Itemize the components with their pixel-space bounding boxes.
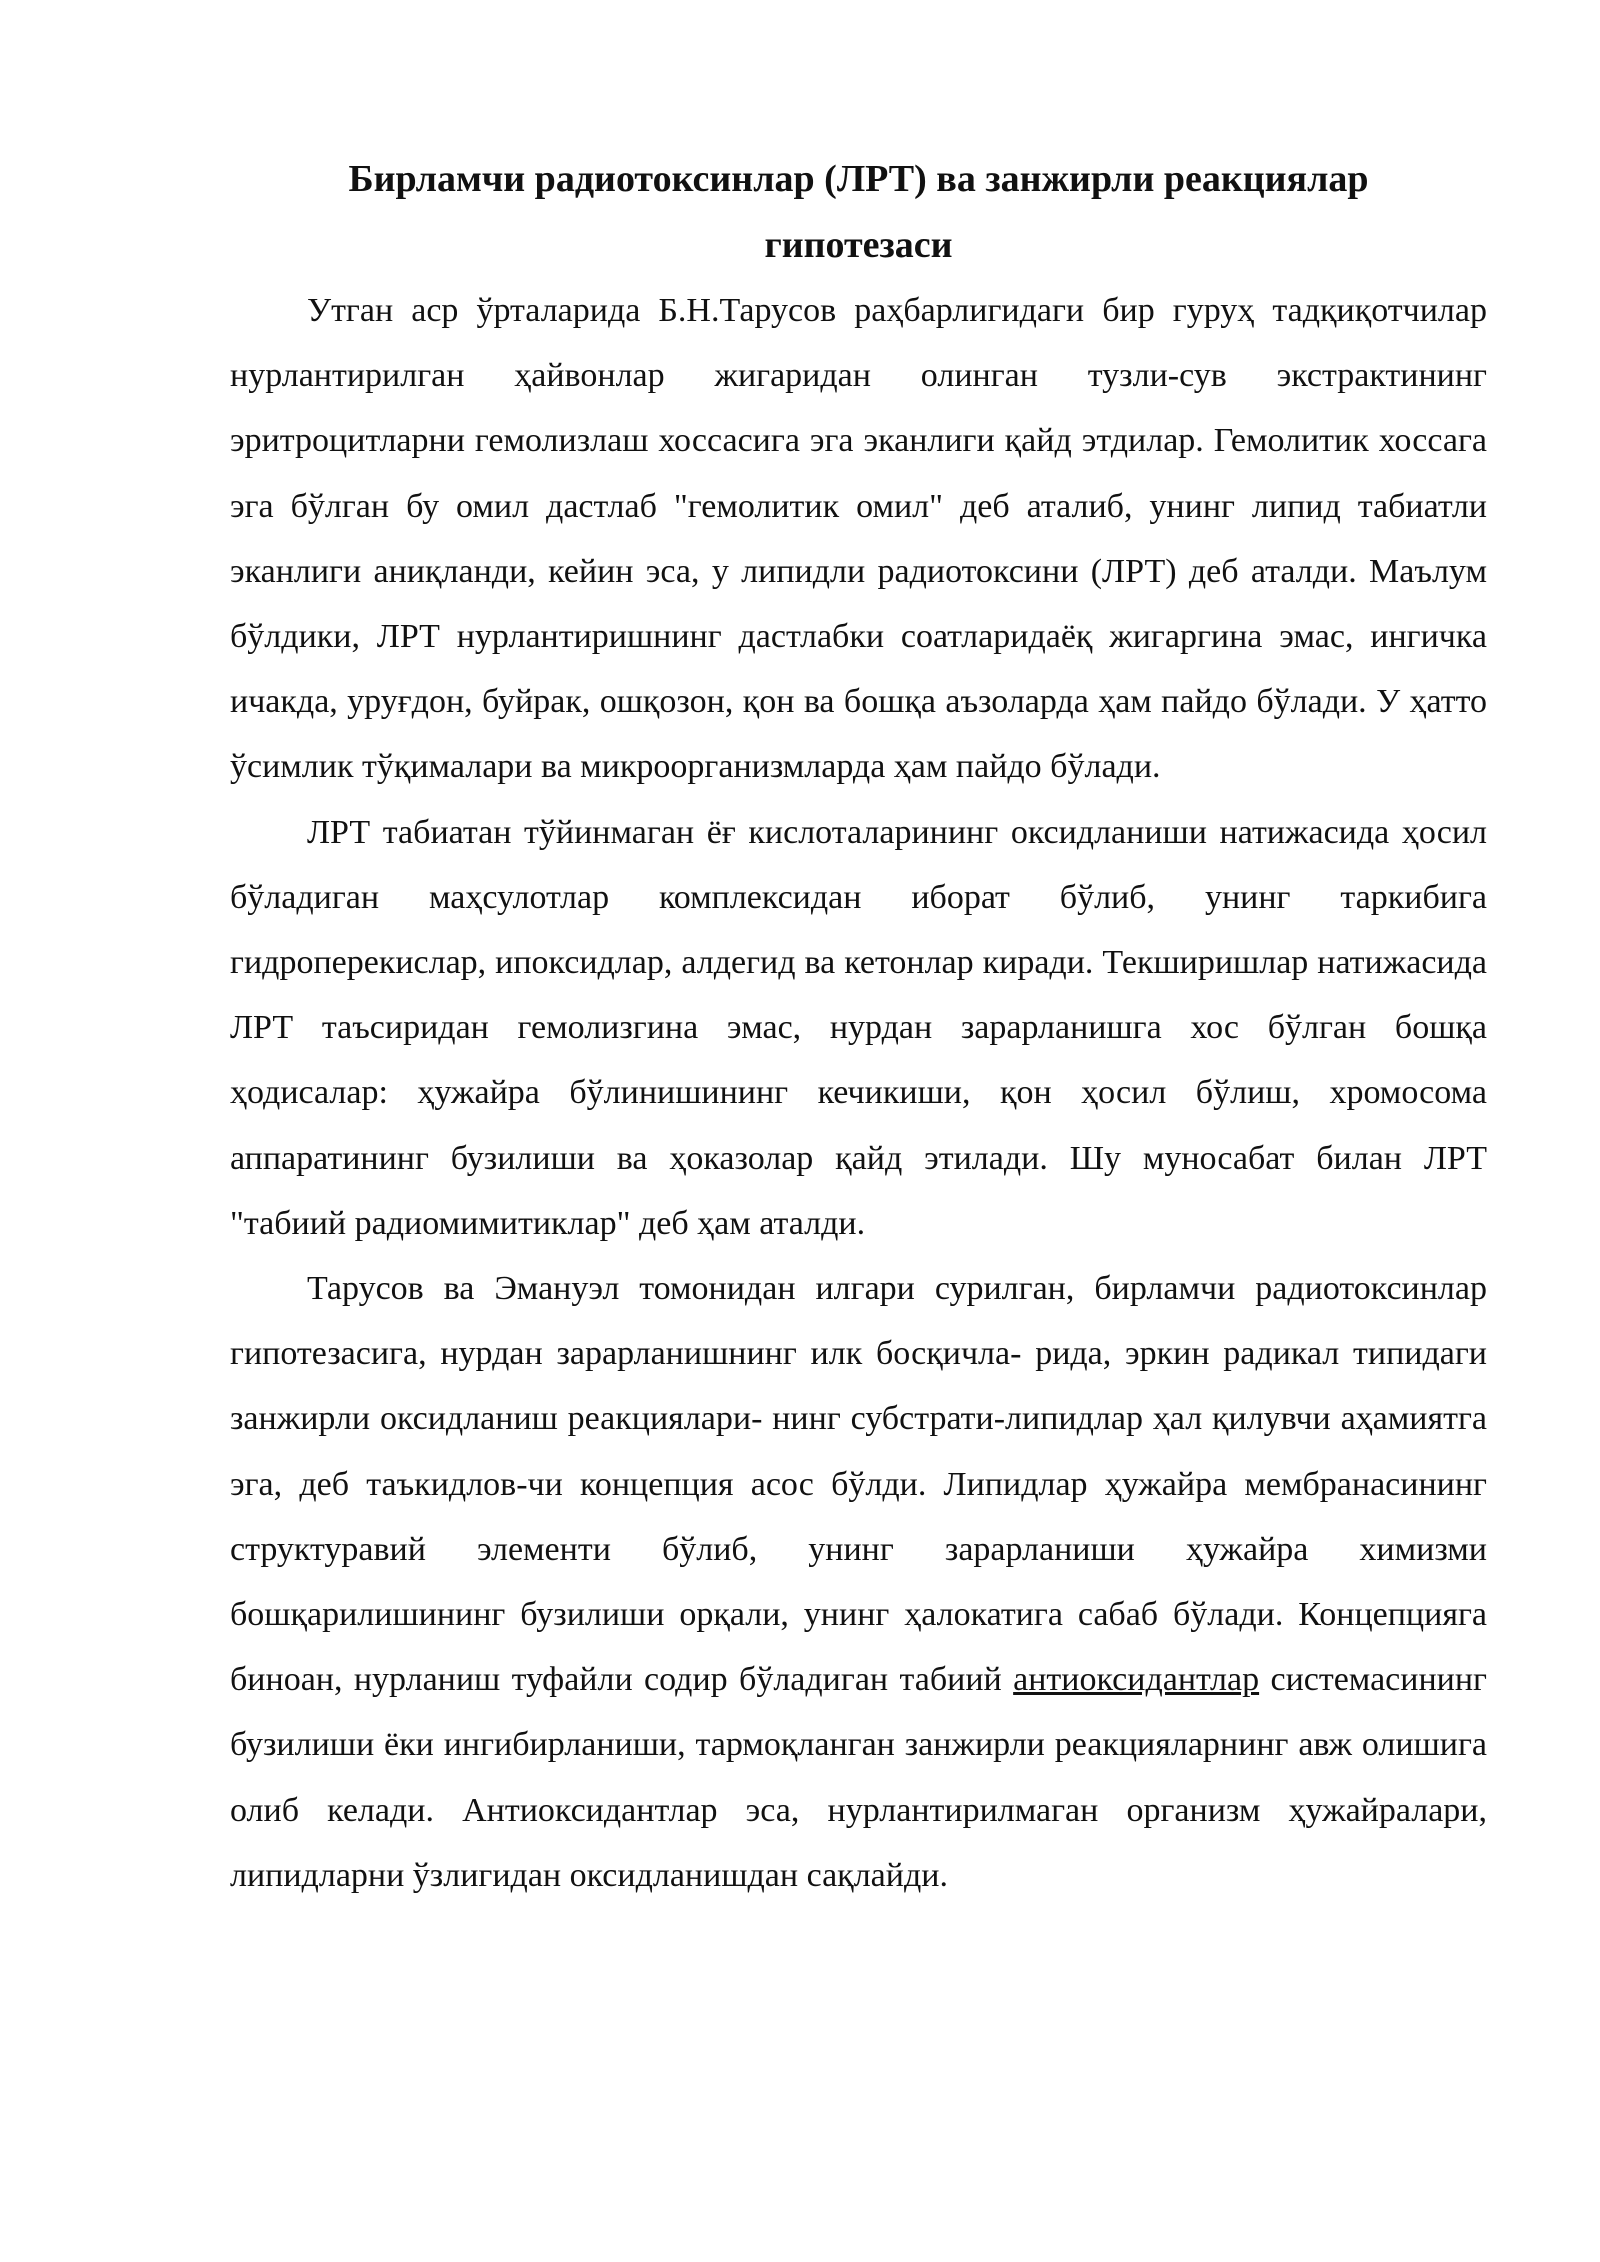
paragraph-3	[230, 1256, 1487, 1908]
title-line-1: Бирламчи радиотоксинлар (ЛРТ) ва занжирли реакциялар	[348, 158, 1369, 200]
paragraph-2: ЛРТ табиатан тўйинмаган ёғ кислоталарининг оксидланиши натижасида ҳосил бўладиган маҳсулотлар комплексидан иборат бўлиб, унинг таркибига гидроперекислар, ипоксидлар, алдегид ва кетонлар киради. Текширишлар натижасида ЛРТ таъсиридан гемолизгина эмас, нурдан зарарланишга хос бўлган бошқа ҳодисалар: ҳужайра бўлинишининг кечикиши, қон ҳосил бўлиш, хромосома аппаратининг бузилиши ва ҳоказолар қайд этилади. Шу муносабат билан ЛРТ "табиий радиомимитиклар" деб ҳам аталди.	[230, 813, 1487, 1242]
antioxidants-link[interactable]: антиоксидантлар	[1013, 1661, 1260, 1699]
document-title	[230, 146, 1487, 278]
paragraph-3-text-before-link: Тарусов ва Эмануэл томонидан илгари сурилган, бирламчи радиотоксинлар гипотезасига, нурдан зарарланишнинг илк босқичла- рида, эркин радикал типидаги занжирли оксидланиш реакциялари- нинг субстрати-липидлар ҳал қилувчи аҳамиятга эга, деб таъкидлов-чи концепция асос бўлди. Липидлар ҳужайра мембранасининг структуравий элементи бўлиб, унинг зарарланиши ҳужайра химизми бошқарилишининг бузилиши орқали, унинг ҳалокатига сабаб бўлади. Концепцияга биноан, нурланиш туфайли содир бўладиган табиий	[230, 1270, 1487, 1699]
title-line-2: гипотезаси	[764, 224, 953, 266]
paragraph-3-text-after-link: системасининг бузилиши ёки ингибирланиши, тармоқланган занжирли реакцияларнинг авж олишига олиб келади. Антиоксидантлар эса, нурлантирилмаган организм ҳужайралари, липидларни ўзлигидан оксидланишдан сақлайди.	[230, 1661, 1488, 1894]
paragraph-1: Утган аср ўрталарида Б.Н.Тарусов раҳбарлигидаги бир гуруҳ тадқиқотчилар нурлантирилган ҳайвонлар жигаридан олинган тузли-сув экстрактининг эритроцитларни гемолизлаш хоссасига эга эканлиги қайд этдилар. Гемолитик хоссага эга бўлган бу омил дастлаб "гемолитик омил" деб аталиб, унинг липид табиатли эканлиги аниқланди, кейин эса, у липидли радиотоксини (ЛРТ) деб аталди. Маълум бўлдики, ЛРТ нурлантиришнинг дастлабки соатларидаёқ жигаргина эмас, ингичка ичакда, уруғдон, буйрак, ошқозон, қон ва бошқа аъзоларда ҳам пайдо бўлади. У ҳатто ўсимлик тўқималари ва микроорганизмларда ҳам пайдо бўлади.	[230, 292, 1487, 786]
document-page	[230, 146, 1487, 1908]
